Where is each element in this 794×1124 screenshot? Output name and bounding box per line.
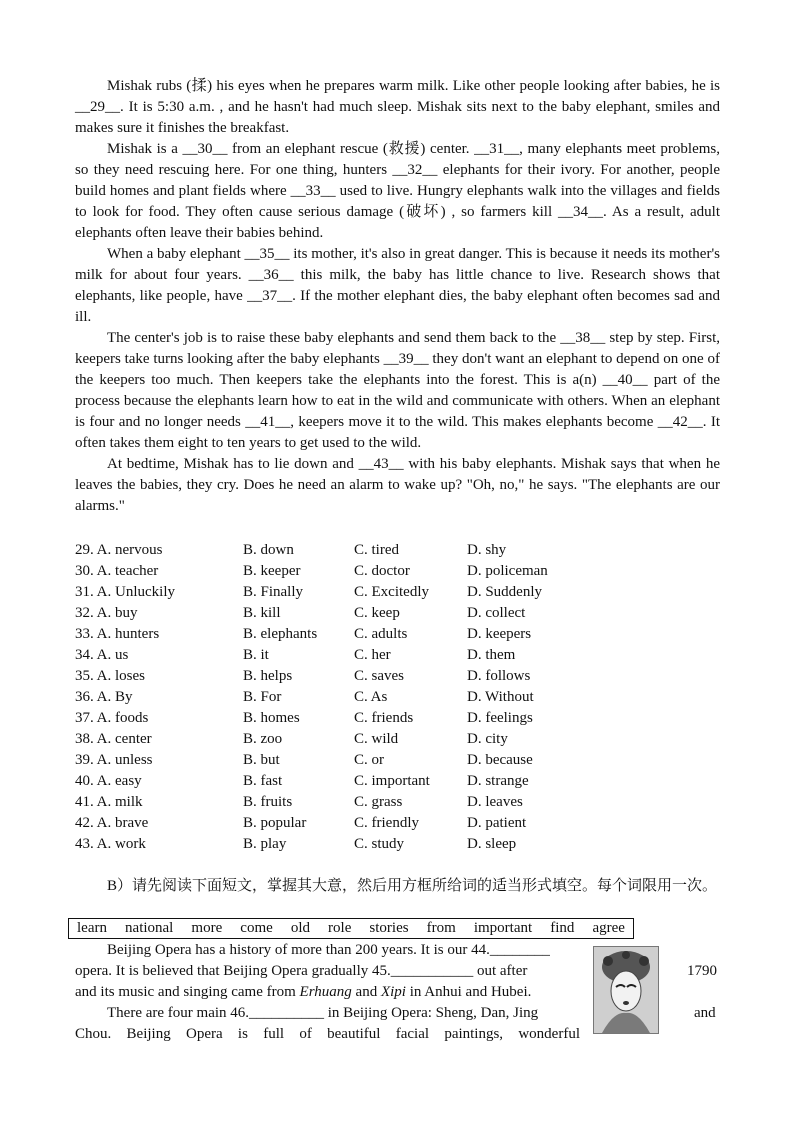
option-a: 34. A. us <box>75 647 129 663</box>
option-a: 30. A. teacher <box>75 563 159 579</box>
passage-paragraph-5: At bedtime, Mishak has to lie down and __43__ with his baby elephants. Mishak says that when he leaves the babies, they cry. Does he need an alarm to wake up? "Oh, no," he says. "The elephants are our alarms." <box>75 456 720 514</box>
option-row <box>75 771 720 792</box>
passage-paragraph-4: The center's job is to raise these baby elephants and send them back to the __38__ step by step. First, keepers take turns looking after the baby elephants __39__ they don't want an elephant to depend on one of the keepers too much. Then keepers take the elephants into the forest. This is a(n) __40__ part of the process because the elephants learn how to eat in the wild and communicate with others. When an elephant is four and no longer needs __41__, keepers move it to the wild. This makes elephants become __42__. It often takes them eight to ten years to get used to the wild. <box>75 330 720 451</box>
passage-text: Beijing Opera has a history of more than 200 years. It is our 44.________ <box>107 942 550 958</box>
option-b: B. but <box>243 752 280 768</box>
option-d: D. policeman <box>467 563 548 579</box>
option-row <box>75 645 720 666</box>
option-row <box>75 582 720 603</box>
option-row <box>75 750 720 771</box>
word-bank-item: stories <box>369 920 409 936</box>
passage-paragraph-3: When a baby elephant __35__ its mother, it's also in great danger. This is because it needs its mother's milk for about four years. __36__ this milk, the baby has little chance to live. Research shows that elephants, like people, have __37__. If the mother elephant dies, the baby elephant often becomes sad and ill. <box>75 246 720 325</box>
passage-term: Erhuang <box>299 984 352 1000</box>
option-row <box>75 624 720 645</box>
option-b: B. kill <box>243 605 281 621</box>
option-d: D. them <box>467 647 516 663</box>
option-d: D. because <box>467 752 533 768</box>
answer-options <box>75 540 720 855</box>
option-row <box>75 561 720 582</box>
option-row <box>75 729 720 750</box>
passage-line <box>75 1024 580 1045</box>
option-b: B. Finally <box>243 584 304 600</box>
option-b: B. zoo <box>243 731 283 747</box>
option-row <box>75 813 720 834</box>
option-d: D. city <box>467 731 508 747</box>
option-a: 35. A. loses <box>75 668 146 684</box>
option-d: D. collect <box>467 605 526 621</box>
passage-text: 1790 <box>687 963 717 979</box>
option-a: 36. A. By <box>75 689 133 705</box>
word-bank-item: come <box>240 920 273 936</box>
word-bank-item: national <box>125 920 174 936</box>
option-row <box>75 540 720 561</box>
option-c: C. friendly <box>354 815 419 831</box>
passage-text: in Anhui and Hubei. <box>405 984 532 1000</box>
option-row <box>75 834 720 855</box>
option-a: 40. A. easy <box>75 773 142 789</box>
option-d: D. patient <box>467 815 527 831</box>
option-b: B. play <box>243 836 287 852</box>
option-d: D. Suddenly <box>467 584 542 600</box>
option-b: B. homes <box>243 710 300 726</box>
option-d: D. keepers <box>467 626 532 642</box>
option-d: D. leaves <box>467 794 523 810</box>
option-b: B. popular <box>243 815 307 831</box>
word-bank-item: learn <box>77 920 107 936</box>
option-d: D. sleep <box>467 836 517 852</box>
option-c: C. saves <box>354 668 404 684</box>
option-row <box>75 603 720 624</box>
word-bank-item: find <box>550 920 575 936</box>
option-c: C. adults <box>354 626 408 642</box>
passage-text: and <box>351 984 381 1000</box>
option-c: C. study <box>354 836 405 852</box>
option-c: C. grass <box>354 794 403 810</box>
word-bank-item: old <box>290 920 310 936</box>
word-bank-item: more <box>191 920 223 936</box>
option-d: D. strange <box>467 773 529 789</box>
option-c: C. As <box>354 689 388 705</box>
option-row <box>75 708 720 729</box>
passage-text: opera. It is believed that Beijing Opera gradually 45.___________ out after <box>75 963 528 979</box>
beijing-opera-photo <box>593 946 659 1034</box>
option-a: 43. A. work <box>75 836 146 852</box>
option-a: 37. A. foods <box>75 710 149 726</box>
passage-text: Chou. Beijing Opera is full of beautiful facial paintings, wonderful <box>75 1026 580 1042</box>
option-c: C. tired <box>354 542 399 558</box>
passage-text: and its music and singing came from <box>75 984 300 1000</box>
word-bank <box>68 918 634 939</box>
option-a: 41. A. milk <box>75 794 143 810</box>
option-b: B. it <box>243 647 269 663</box>
option-c: C. her <box>354 647 391 663</box>
option-b: B. elephants <box>243 626 318 642</box>
option-a: 32. A. buy <box>75 605 138 621</box>
option-row <box>75 666 720 687</box>
opera-face-illustration <box>594 947 658 1033</box>
option-c: C. or <box>354 752 384 768</box>
option-b: B. helps <box>243 668 293 684</box>
option-c: C. wild <box>354 731 399 747</box>
option-b: B. keeper <box>243 563 301 579</box>
word-bank-item: important <box>473 920 533 936</box>
option-d: D. feelings <box>467 710 533 726</box>
passage-term: Xipi <box>380 984 406 1000</box>
passage-paragraph-2: Mishak is a __30__ from an elephant rescue (救援) center. __31__, many elephants meet problems, so they need rescuing here. For one thing, hunters __32__ elephants for their ivory. For another, people build homes and plant fields where __33__ used to live. Hungry elephants walk into the villages and fields to look for food. They often cause serious damage (破坏) , so farmers kill __34__. As a result, adult elephants often leave their babies behind. <box>75 141 720 241</box>
option-c: C. doctor <box>354 563 410 579</box>
option-a: 29. A. nervous <box>75 542 163 558</box>
option-c: C. important <box>354 773 430 789</box>
option-a: 39. A. unless <box>75 752 153 768</box>
passage-text: and <box>694 1005 716 1021</box>
option-a: 38. A. center <box>75 731 152 747</box>
option-d: D. follows <box>467 668 531 684</box>
option-a: 31. A. Unluckily <box>75 584 175 600</box>
option-b: B. fast <box>243 773 283 789</box>
option-d: D. Without <box>467 689 534 705</box>
option-d: D. shy <box>467 542 507 558</box>
word-bank-item: role <box>328 920 352 936</box>
option-b: B. fruits <box>243 794 293 810</box>
option-row <box>75 687 720 708</box>
option-row <box>75 792 720 813</box>
option-b: B. For <box>243 689 282 705</box>
word-bank-item: from <box>426 920 456 936</box>
part-b-section <box>75 876 720 897</box>
passage-text: There are four main 46.__________ in Beijing Opera: Sheng, Dan, Jing <box>107 1005 539 1021</box>
word-bank-item: agree <box>592 920 625 936</box>
part-b-instruction: B）请先阅读下面短文，掌握其大意，然后用方框所给词的适当形式填空。每个词限用一次。 <box>107 878 718 894</box>
option-c: C. keep <box>354 605 400 621</box>
option-c: C. friends <box>354 710 414 726</box>
option-b: B. down <box>243 542 294 558</box>
option-c: C. Excitedly <box>354 584 429 600</box>
option-a: 42. A. brave <box>75 815 149 831</box>
cloze-passage <box>75 76 720 517</box>
option-a: 33. A. hunters <box>75 626 160 642</box>
passage-paragraph-1: Mishak rubs (揉) his eyes when he prepares warm milk. Like other people looking after babies, he is __29__. It is 5:30 a.m. , and he hasn't had much sleep. Mishak sits next to the baby elephant, smiles and makes sure it finishes the breakfast. <box>75 78 720 136</box>
